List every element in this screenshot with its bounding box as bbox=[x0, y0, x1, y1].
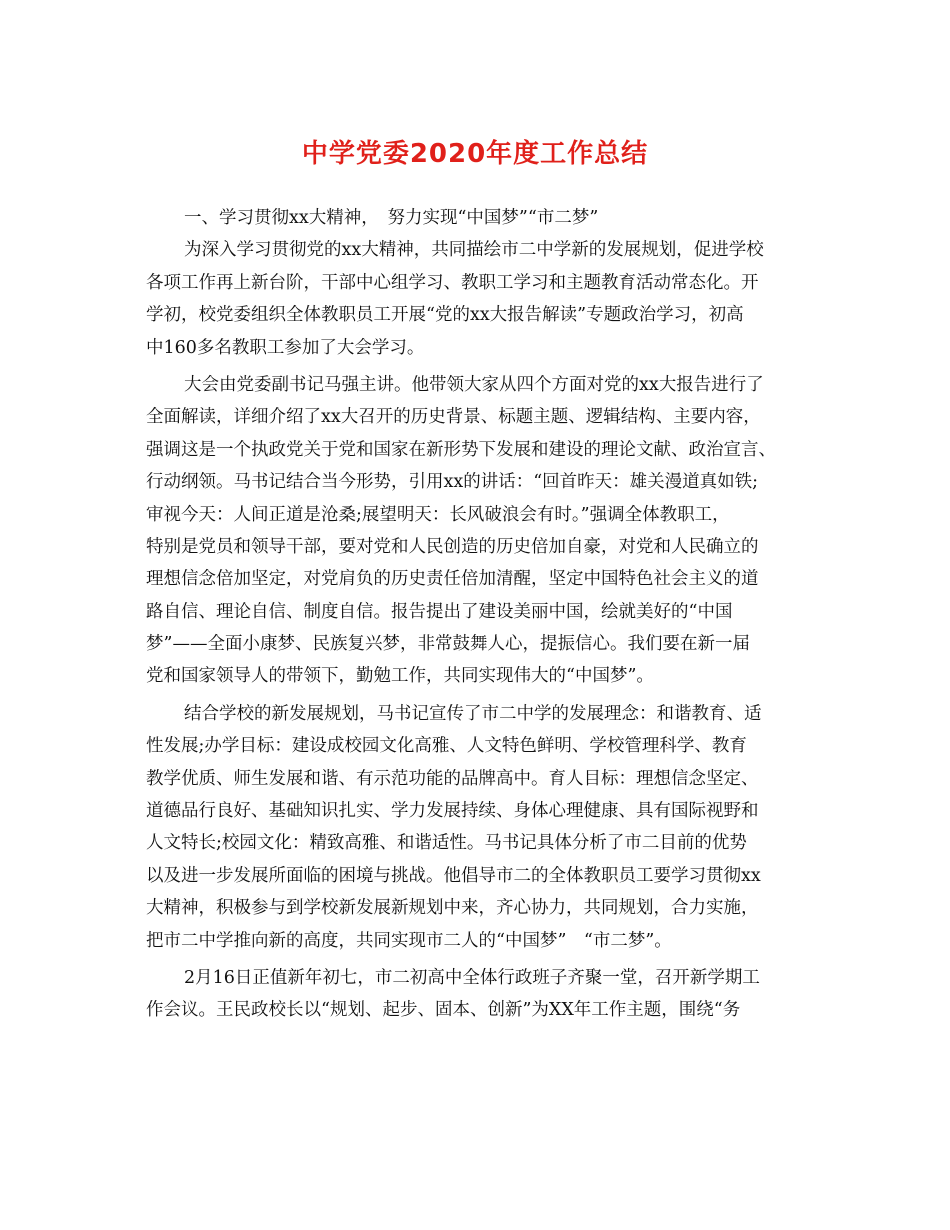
paragraph-2-line-10: 党和国家领导人的带领下，勤勉工作，共同实现伟大的“中国梦”。 bbox=[146, 666, 654, 687]
section-heading: 一、学习贯彻xx大精神， 努力实现“中国梦”“市二梦” bbox=[184, 208, 599, 228]
paragraph-4-line-1: 2月16日正值新年初七，市二初高中全体行政班子齐聚一堂，召开新学期工 bbox=[184, 967, 760, 988]
paragraph-3-line-3: 教学优质、师生发展和谐、有示范功能的品牌高中。育人目标：理想信念坚定、 bbox=[146, 768, 759, 789]
paragraph-2-line-8: 路自信、理论自信、制度自信。报告提出了建设美丽中国，绘就美好的“中国 bbox=[146, 601, 733, 622]
paragraph-2-line-2: 全面解读，详细介绍了xx大召开的历史背景、标题主题、逻辑结构、主要内容， bbox=[146, 407, 761, 428]
paragraph-4-line-2: 作会议。王民政校长以“规划、起步、固本、创新”为XX年工作主题，围绕“务 bbox=[146, 1000, 741, 1021]
paragraph-1-line-4: 中160多名教职工参加了大会学习。 bbox=[146, 337, 425, 358]
document-title: 中学党委2020年度工作总结 bbox=[301, 139, 649, 169]
paragraph-2-line-1: 大会由党委副书记马强主讲。他带领大家从四个方面对党的xx大报告进行了 bbox=[184, 374, 764, 395]
paragraph-3-line-8: 把市二中学推向新的高度，共同实现市二人的“中国梦” “市二梦”。 bbox=[146, 930, 672, 951]
paragraph-3-line-6: 以及进一步发展所面临的困境与挑战。他倡导市二的全体教职员工要学习贯彻xx bbox=[146, 865, 761, 886]
paragraph-2-line-3: 强调这是一个执政党关于党和国家在新形势下发展和建设的理论文献、政治宣言、 bbox=[146, 439, 776, 460]
paragraph-3-line-5: 人文特长;校园文化：精致高雅、和谐适性。马书记具体分析了市二目前的优势 bbox=[146, 833, 747, 854]
paragraph-2-line-5: 审视今天：人间正道是沧桑;展望明天：长风破浪会有时。”强调全体教职工， bbox=[146, 504, 730, 525]
paragraph-1-line-2: 各项工作再上新台阶，干部中心组学习、教职工学习和主题教育活动常态化。开 bbox=[146, 272, 759, 293]
paragraph-2-line-7: 理想信念倍加坚定，对党肩负的历史责任倍加清醒，坚定中国特色社会主义的道 bbox=[146, 569, 759, 590]
paragraph-3-line-4: 道德品行良好、基础知识扎实、学力发展持续、身体心理健康、具有国际视野和 bbox=[146, 801, 759, 822]
paragraph-3-line-1: 结合学校的新发展规划，马书记宣传了市二中学的发展理念：和谐教育、适 bbox=[184, 703, 762, 724]
paragraph-3-line-2: 性发展;办学目标：建设成校园文化高雅、人文特色鲜明、学校管理科学、教育 bbox=[146, 736, 747, 757]
paragraph-2-line-6: 特别是党员和领导干部，要对党和人民创造的历史倍加自豪，对党和人民确立的 bbox=[146, 536, 759, 557]
paragraph-2-line-4: 行动纲领。马书记结合当今形势，引用xx的讲话：“回首昨天：雄关漫道真如铁; bbox=[146, 472, 759, 493]
paragraph-3-line-7: 大精神，积极参与到学校新发展新规划中来，齐心协力，共同规划，合力实施， bbox=[146, 898, 759, 919]
document-body bbox=[146, 202, 814, 1027]
paragraph-1-line-3: 学初，校党委组织全体教职员工开展“党的xx大报告解读”专题政治学习，初高 bbox=[146, 305, 744, 326]
paragraph-1-line-1: 为深入学习贯彻党的xx大精神，共同描绘市二中学新的发展规划，促进学校 bbox=[184, 240, 764, 261]
paragraph-2-line-9: 梦”——全面小康梦、民族复兴梦，非常鼓舞人心，提振信心。我们要在新一届 bbox=[146, 634, 750, 655]
